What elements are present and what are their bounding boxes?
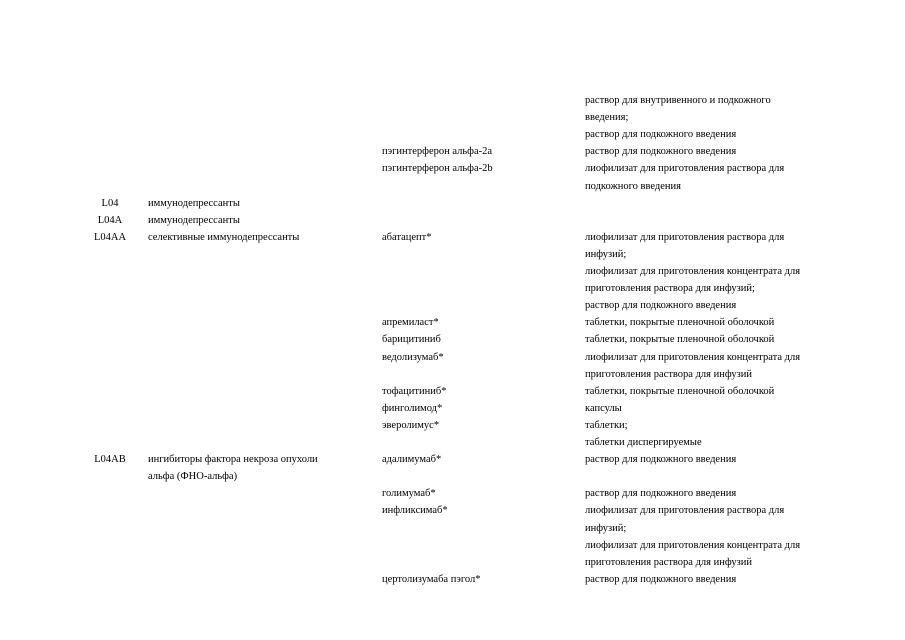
atc-code-cell: L04 xyxy=(101,197,119,209)
table-row xyxy=(0,229,905,246)
dosage-form-cell: лиофилизат для приготовления раствора для xyxy=(585,505,785,517)
table-row xyxy=(0,297,905,314)
atc-code-cell: L04AB xyxy=(94,454,126,466)
drug-name-cell: пэгинтерферон альфа-2а xyxy=(382,146,493,158)
dosage-form-cell: капсулы xyxy=(585,402,622,414)
dosage-form-cell: лиофилизат для приготовления раствора для xyxy=(585,231,785,243)
table-row xyxy=(0,314,905,331)
table-row xyxy=(0,143,905,160)
table-row xyxy=(0,485,905,502)
drug-name-cell: голимумаб* xyxy=(382,488,436,500)
drug-name-cell: тофацитиниб* xyxy=(382,385,447,397)
table-row xyxy=(0,246,905,263)
dosage-form-cell: введения; xyxy=(585,112,629,124)
table-row xyxy=(0,366,905,383)
dosage-form-cell: приготовления раствора для инфузий; xyxy=(585,283,755,295)
table-row xyxy=(0,537,905,554)
table-row xyxy=(0,434,905,451)
dosage-form-cell: приготовления раствора для инфузий xyxy=(585,556,753,568)
dosage-form-cell: раствор для внутривенного и подкожного xyxy=(585,95,771,106)
drug-name-cell: абатацепт* xyxy=(382,231,432,243)
dosage-form-cell: лиофилизат для приготовления раствора для xyxy=(585,163,785,175)
dosage-form-cell: раствор для подкожного введения xyxy=(585,488,737,500)
group-name-cell: иммунодепрессанты xyxy=(148,214,240,226)
table-row xyxy=(0,502,905,519)
table-row xyxy=(0,349,905,366)
drug-name-cell: пэгинтерферон альфа-2b xyxy=(382,163,493,175)
atc-code-cell: L04A xyxy=(97,214,123,226)
dosage-form-cell: раствор для подкожного введения xyxy=(585,300,737,312)
dosage-form-cell: раствор для подкожного введения xyxy=(585,454,737,466)
table-row xyxy=(0,554,905,571)
group-name-cell: иммунодепрессанты xyxy=(148,197,240,209)
dosage-form-cell: раствор для подкожного введения xyxy=(585,573,737,585)
dosage-form-cell: таблетки, покрытые пленочной оболочкой xyxy=(585,317,775,329)
dosage-form-cell: лиофилизат для приготовления концентрата для xyxy=(585,266,801,277)
dosage-form-cell: таблетки диспергируемые xyxy=(585,437,702,448)
group-name-cell: альфа (ФНО-альфа) xyxy=(148,471,238,483)
drug-name-cell: адалимумаб* xyxy=(382,454,442,466)
drug-name-cell: цертолизумаба пэгол* xyxy=(382,573,481,585)
table-row xyxy=(0,195,905,212)
dosage-form-cell: инфузий; xyxy=(585,248,627,260)
table-row xyxy=(0,212,905,229)
table-row xyxy=(0,520,905,537)
table-row xyxy=(0,468,905,485)
dosage-form-cell: таблетки, покрытые пленочной оболочкой xyxy=(585,385,775,397)
group-name-cell: ингибиторы фактора некроза опухоли xyxy=(148,454,318,466)
group-name-cell: селективные иммунодепрессанты xyxy=(148,231,300,243)
table-row xyxy=(0,263,905,280)
table-row xyxy=(0,571,905,588)
table-row xyxy=(0,331,905,348)
table-row xyxy=(0,383,905,400)
dosage-form-cell: инфузий; xyxy=(585,522,627,534)
drug-name-cell: барицитиниб xyxy=(382,334,441,346)
table-row xyxy=(0,160,905,177)
dosage-form-cell: таблетки; xyxy=(585,419,628,431)
drug-name-cell: финголимод* xyxy=(382,402,443,414)
dosage-form-cell: раствор для подкожного введения xyxy=(585,129,737,141)
table-row xyxy=(0,92,905,109)
table-row xyxy=(0,400,905,417)
table-row xyxy=(0,109,905,126)
dosage-form-cell: лиофилизат для приготовления концентрата для xyxy=(585,539,801,551)
dosage-form-cell: лиофилизат для приготовления концентрата для xyxy=(585,351,801,363)
table-row xyxy=(0,417,905,434)
table-row xyxy=(0,451,905,468)
dosage-form-cell: подкожного введения xyxy=(585,180,681,192)
table-row xyxy=(0,280,905,297)
dosage-form-cell: раствор для подкожного введения xyxy=(585,146,737,158)
drug-name-cell: эверолимус* xyxy=(382,419,440,431)
atc-code-cell: L04AA xyxy=(93,231,127,243)
drug-name-cell: инфликсимаб* xyxy=(382,505,448,517)
drug-name-cell: ведолизумаб* xyxy=(382,351,444,363)
table-row xyxy=(0,178,905,195)
table-row xyxy=(0,126,905,143)
dosage-form-cell: таблетки, покрытые пленочной оболочкой xyxy=(585,334,775,346)
drug-name-cell: апремиласт* xyxy=(382,317,439,329)
dosage-form-cell: приготовления раствора для инфузий xyxy=(585,368,753,380)
